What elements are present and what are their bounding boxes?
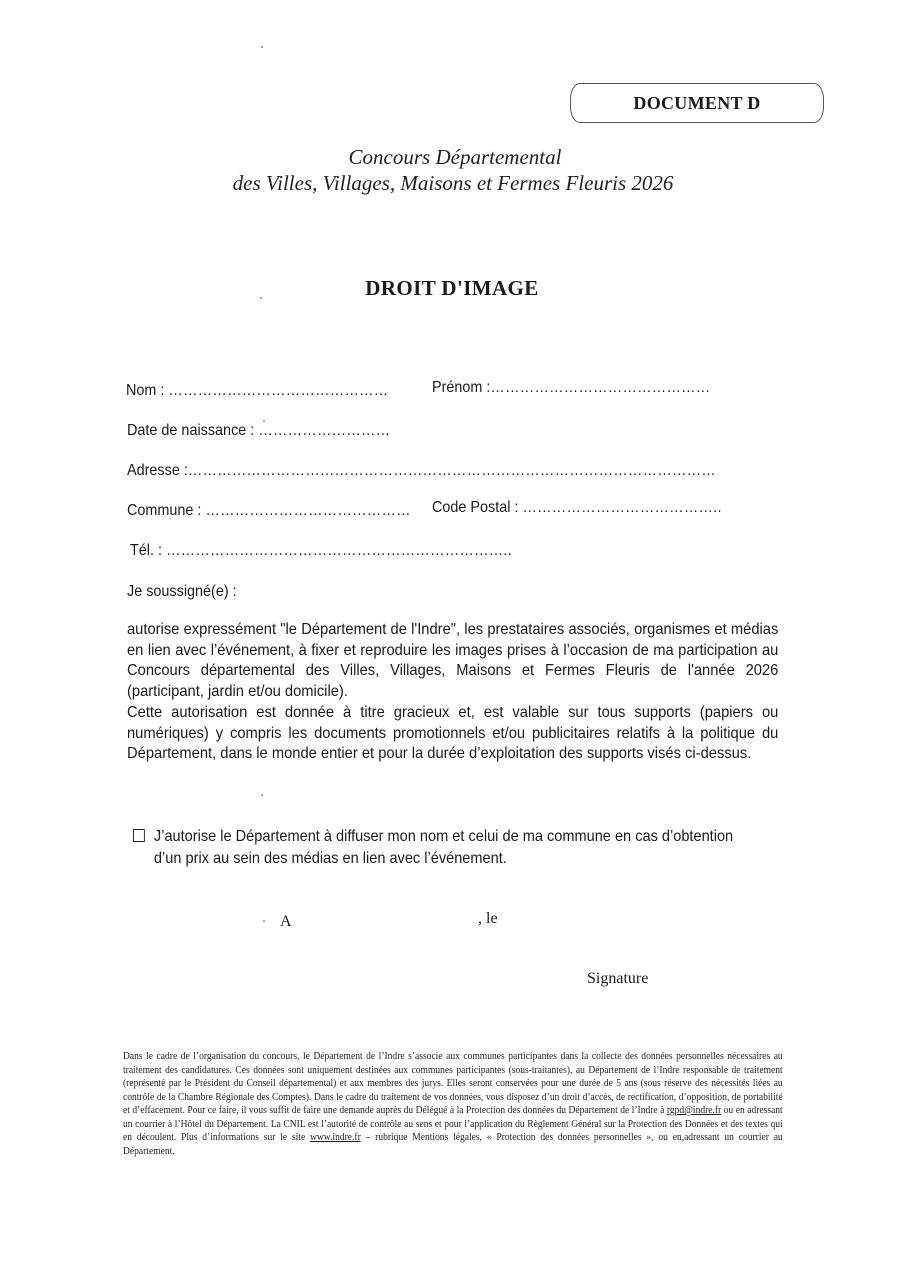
nom-field[interactable]	[126, 382, 388, 400]
scan-speck	[261, 46, 263, 48]
scan-speck	[263, 420, 265, 422]
code-postal-label: Code Postal :	[432, 499, 519, 516]
declaration-paragraph-1-text: autorise expressément "le Département de l'Indre", les prestataires associés, organismes et médias en lien avec l’événement, à fixer et reproduire les images prises à l’occasion de ma participation au Concours départemental des Villes, Villages, Maisons et Fermes Fleuris de l'année 2026 (participant, jardin et/ou domicile).	[127, 621, 779, 700]
contest-title-line1: Concours Départemental	[348, 145, 562, 169]
commune-field[interactable]	[127, 502, 411, 520]
prenom-input[interactable]: ………………………………………	[490, 379, 711, 396]
adresse-input[interactable]: ………………………………………………………………………………………………	[187, 462, 716, 479]
consent-checkbox[interactable]	[133, 829, 145, 842]
date-naissance-field[interactable]	[127, 422, 390, 440]
privacy-text-part3: – rubrique Mentions légales, « Protection des données personnelles », ou en,adressant un courrier au Département.	[123, 1132, 783, 1157]
tel-input[interactable]: ……………………………………………………………..	[166, 542, 512, 559]
rgpd-email-link[interactable]: rgpd@indre.fr	[666, 1105, 722, 1116]
adresse-label: Adresse :	[127, 462, 188, 479]
code-postal-field[interactable]	[432, 499, 722, 517]
consent-label-line1: J’autorise le Département à diffuser mon nom et celui de ma commune en cas d’obtention	[153, 828, 734, 845]
tel-field[interactable]	[130, 542, 512, 560]
date-label: , le	[478, 910, 498, 927]
declaration-paragraph-2	[127, 703, 779, 765]
scan-speck	[263, 920, 265, 922]
contest-title-line2: des Villes, Villages, Maisons et Fermes Fleuris 2026	[232, 171, 674, 195]
date-naissance-input[interactable]: ………………………	[258, 422, 391, 439]
privacy-notice	[123, 1050, 783, 1158]
website-link[interactable]: www.indre.fr	[310, 1132, 361, 1143]
date-naissance-label: Date de naissance :	[127, 422, 255, 439]
page-title: DROIT D'IMAGE	[365, 276, 539, 300]
prenom-label: Prénom :	[432, 379, 491, 396]
tel-label: Tél. :	[130, 542, 163, 559]
nom-input[interactable]: ………………………………………	[168, 382, 389, 399]
nom-label: Nom :	[126, 382, 165, 399]
declaration-paragraph-1	[127, 620, 779, 702]
consent-label-line2: d’un prix au sein des médias en lien avec l’événement.	[153, 850, 507, 867]
commune-label: Commune :	[127, 502, 202, 519]
code-postal-input[interactable]: …………………………………..	[522, 499, 722, 516]
consent-option[interactable]	[133, 826, 833, 870]
declaration-intro: Je soussigné(e) :	[127, 583, 237, 600]
privacy-text-part1: Dans le cadre de l’organisation du concours, le Département de l’Indre s’associe aux communes participantes dans la collecte des données personnelles nécessaires au traitement des candidatures. Ces données sont uniquement destinées aux communes participantes (sous-traitantes), au Département de l’Indre responsable de traitement (représenté par le Président du Conseil départemental) et aux membres des jurys. Elles seront conservées pour une durée de 5 ans (sous réserve des nécessités liées au contrôle de la Chambre Régionale des Comptes). Dans le cadre du traitement de vos données, vous disposez d’un droit d’accès, de rectification, d’opposition, de portabilité et d’effacement. Pour ce faire, il vous suffit de faire une demande auprès du Délégué à la Protection des données du Département de l’Indre à	[123, 1051, 783, 1116]
signature-label: Signature	[587, 970, 649, 987]
scan-speck	[261, 794, 263, 796]
document-tag: DOCUMENT D	[570, 83, 824, 123]
adresse-field[interactable]	[127, 462, 716, 480]
declaration-paragraph-2-text: Cette autorisation est donnée à titre gracieux et, est valable sur tous supports (papiers ou numériques) y compris les documents promotionnels et/ou publicitaires relatifs à la politique du Département, dans le monde entier et pour la durée d’exploitation des supports visés ci-dessus.	[127, 704, 779, 762]
prenom-field[interactable]	[432, 379, 710, 397]
place-label: A	[280, 913, 292, 930]
commune-input[interactable]: ……………………………………	[205, 502, 411, 519]
privacy-text-part2: ou en adressant un courrier à l’Hôtel du Département. La CNIL est l’autorité de contrôle au sens et pour l’application du Règlement Général sur la Protection des Données et des textes qui en découlent. Plus d’informations sur le site	[123, 1105, 783, 1143]
scan-speck	[260, 297, 262, 299]
